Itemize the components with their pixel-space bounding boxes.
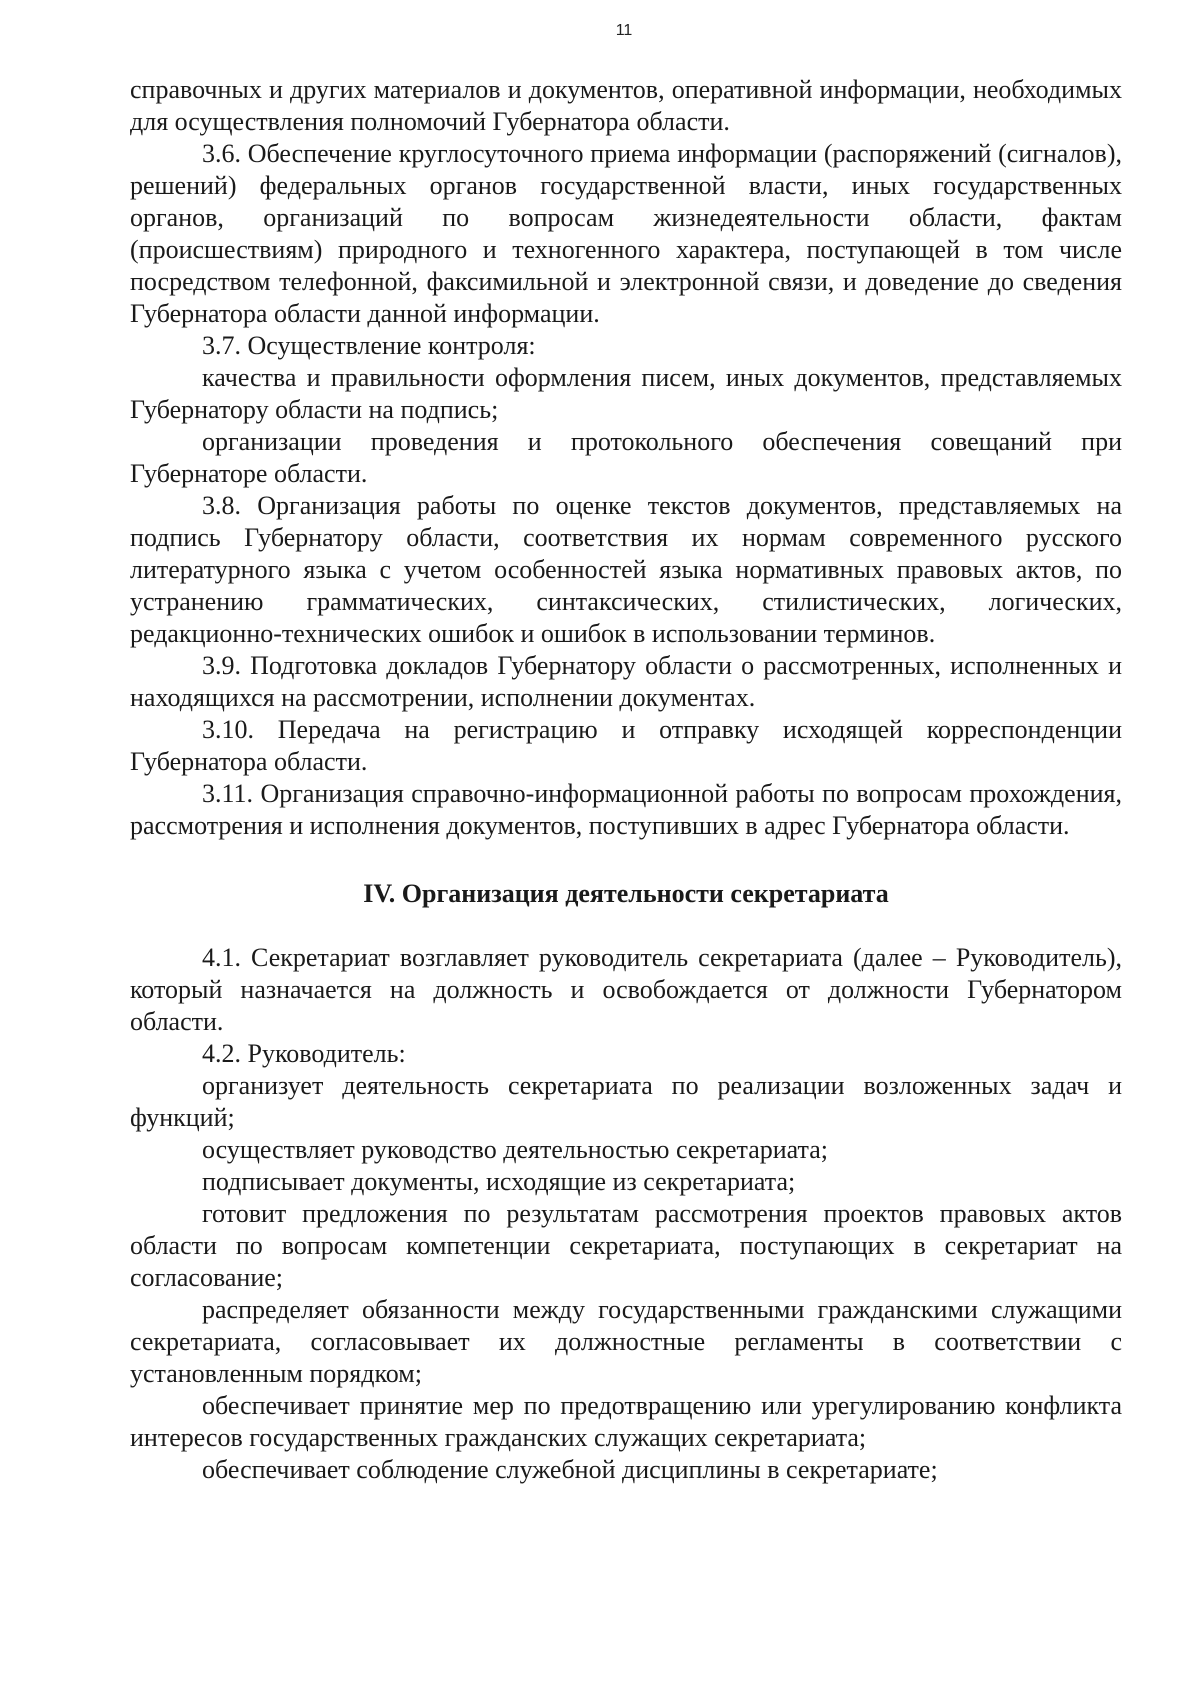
page-number: 11 bbox=[615, 22, 633, 39]
document-body bbox=[130, 74, 1122, 1486]
section-three-paragraphs bbox=[130, 74, 1122, 842]
section-four-paragraphs bbox=[130, 942, 1122, 1486]
paragraph: подписывает документы, исходящие из секретариата; bbox=[202, 1167, 796, 1196]
paragraph: 3.10. Передача на регистрацию и отправку исходящей корреспонденции Губернатора области. bbox=[130, 715, 1122, 776]
paragraph: организации проведения и протокольного обеспечения совещаний при Губернаторе области. bbox=[130, 427, 1122, 488]
section-heading: IV. Организация деятельности секретариата bbox=[363, 879, 889, 908]
paragraph: распределяет обязанности между государственными гражданскими служащими секретариата, согласовывает их должностные регламенты в соответствии с установленным порядком; bbox=[130, 1295, 1122, 1388]
paragraph: 3.9. Подготовка докладов Губернатору области о рассмотренных, исполненных и находящихся на рассмотрении, исполнении документах. bbox=[130, 651, 1122, 712]
paragraph: 4.1. Секретариат возглавляет руководитель секретариата (далее – Руководитель), который назначается на должность и освобождается от должности Губернатором области. bbox=[130, 943, 1122, 1036]
paragraph: 3.6. Обеспечение круглосуточного приема информации (распоряжений (сигналов), решений) федеральных органов государственной власти, иных государственных органов, организаций по вопросам жизнедеятельности области, фактам (происшествиям) природного и техногенного характера, поступающей в том числе посредством телефонной, факсимильной и электронной связи, и доведение до сведения Губернатора области данной информации. bbox=[130, 139, 1122, 328]
paragraph: организует деятельность секретариата по реализации возложенных задач и функций; bbox=[130, 1071, 1122, 1132]
paragraph: справочных и других материалов и документов, оперативной информации, необходимых для осуществления полномочий Губернатора области. bbox=[130, 75, 1122, 136]
paragraph: готовит предложения по результатам рассмотрения проектов правовых актов области по вопросам компетенции секретариата, поступающих в секретариат на согласование; bbox=[130, 1199, 1122, 1292]
paragraph: 3.7. Осуществление контроля: bbox=[202, 331, 536, 360]
paragraph: качества и правильности оформления писем, иных документов, представляемых Губернатору области на подпись; bbox=[130, 363, 1122, 424]
paragraph: 4.2. Руководитель: bbox=[202, 1039, 406, 1068]
paragraph: 3.11. Организация справочно-информационной работы по вопросам прохождения, рассмотрения и исполнения документов, поступивших в адрес Губернатора области. bbox=[130, 779, 1122, 840]
paragraph: обеспечивает принятие мер по предотвращению или урегулированию конфликта интересов государственных гражданских служащих секретариата; bbox=[130, 1391, 1122, 1452]
paragraph: осуществляет руководство деятельностью секретариата; bbox=[202, 1135, 828, 1164]
paragraph: 3.8. Организация работы по оценке текстов документов, представляемых на подпись Губернатору области, соответствия их нормам современного русского литературного языка с учетом особенностей языка нормативных правовых актов, по устранению грамматических, синтаксических, стилистических, логических, редакционно-технических ошибок и ошибок в использовании терминов. bbox=[130, 491, 1122, 648]
paragraph: обеспечивает соблюдение служебной дисциплины в секретариате; bbox=[202, 1455, 938, 1484]
